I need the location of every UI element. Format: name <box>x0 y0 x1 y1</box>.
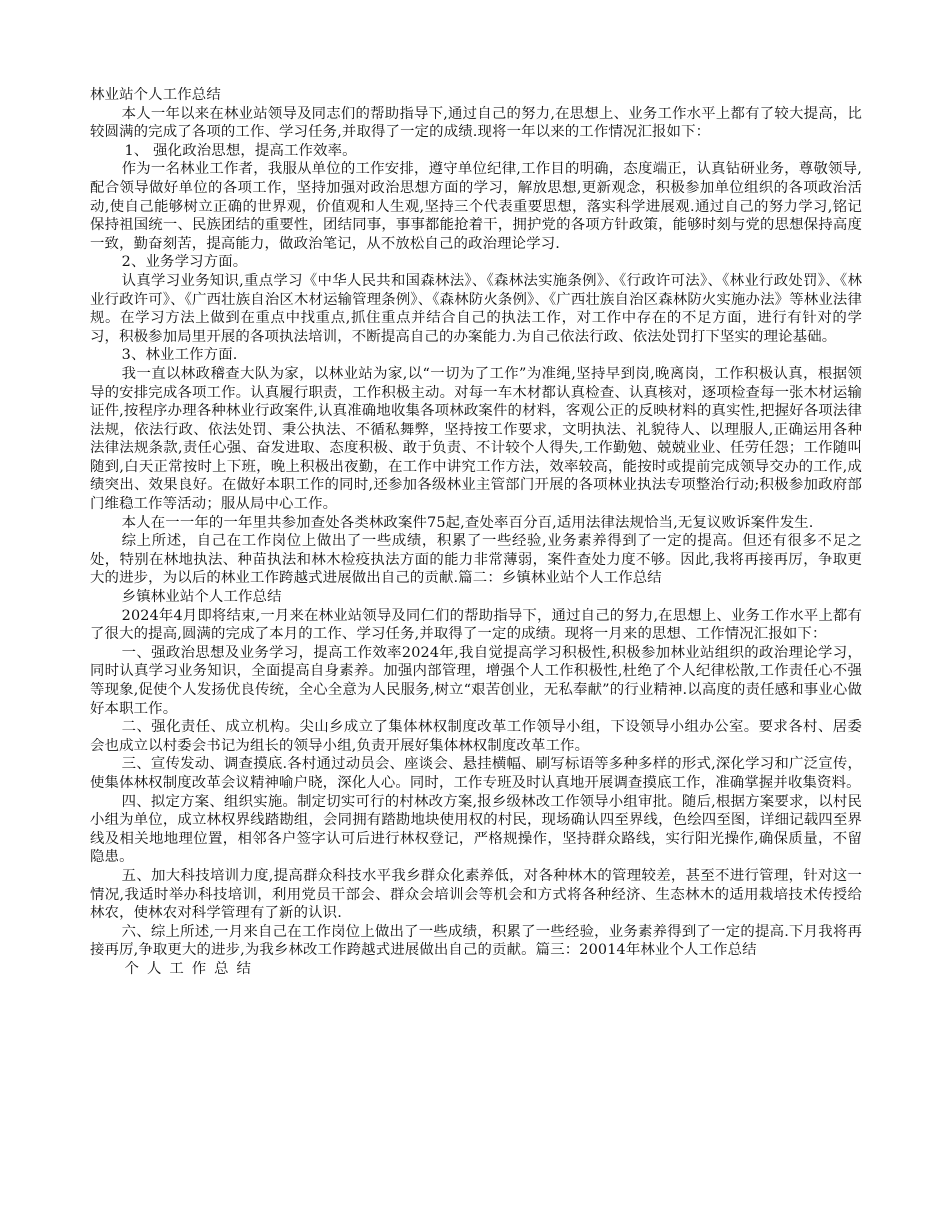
paragraph-item-1: 一、强政治思想及业务学习，提高工作效率2024年,我自觉提高学习积极性,积极参加林业站组织的政治理论学习，同时认真学习业务知识，全面提高自身素养。加强内部管理，增强个人工作积极性,杜绝了个人纪律松散,工作责任心不强等现象,促使个人发扬优良传统，全心全意为人民服务,树立“艰苦创业，无私奉献”的行业精神.以高度的责任感和事业心做好本职工作。 <box>90 644 862 717</box>
paragraph-item-4: 四、拟定方案、组织实施。制定切实可行的村林改方案,报乡级林改工作领导小组审批。随后,根据方案要求，以村民小组为单位，成立林权界线踏勘组，会同拥有踏勘地块使用权的村民，现场确认四至界线，色绘四至图，详细记载四至界线及相关地地理位置，相邻各户签字认可后进行林权登记，严格规操作，坚持群众路线，实行阳光操作,确保质量，不留隐患。 <box>90 793 862 866</box>
section-heading-3: 3、林业工作方面. <box>121 347 238 364</box>
doc-title-3: 个人工作总结 <box>124 960 259 977</box>
doc-title: 林业站个人工作总结 <box>90 87 221 103</box>
paragraph-politics: 作为一名林业工作者，我服从单位的工作安排，遵守单位纪律,工作目的明确，态度端正，认真钻研业务，尊敬领导,配合领导做好单位的各项工作，坚持加强对政治思想方面的学习，解放思想,更新观念，积极参加单位组织的各项政治活动,使自己能够树立正确的世界观，价值观和人生观,坚持三个代表重要思想，落实科学进展观.通过自己的努力学习,铭记保持祖国统一、民族团结的重要性，团结同事，事事都能抢着干，拥护党的各项方针政策，能够时刻与党的思想保持高度一致，勤奋刻苦，提高能力，做政治笔记，从不放松自己的政治理论学习. <box>90 161 862 252</box>
paragraph-item-5: 五、加大科技培训力度,提高群众科技水平我乡群众化素养低，对各种林木的管理较差，甚至不进行管理，针对这一情况,我适时举办科技培训，利用党员干部会、群众会培训会等机会和方式将各种经济、生态林木的适用栽培技术传授给林农，使林农对科学管理有了新的认识. <box>90 867 862 922</box>
paragraph-summary-1: 综上所述，自己在工作岗位上做出了一些成绩，积累了一些经验,业务素养得到了一定的提高。但还有很多不足之处，特别在林地执法、种苗执法和林木检疫执法方面的能力非常薄弱，案件查处力度不够。因此,我将再接再厉，争取更大的进步，为以后的林业工作跨越式进展做出自己的贡献.篇二：乡镇林业站个人工作总结 <box>90 533 862 587</box>
section-heading-2: 2、业务学习方面。 <box>121 254 248 271</box>
paragraph-item-3: 三、宣传发动、调查摸底.各村通过动员会、座谈会、悬挂横幅、刷写标语等多种多样的形式,深化学习和广泛宣传，使集体林权制度改革会议精神喻户晓，深化人心。同时，工作专班及时认真地开展调查摸底工作，准确掌握并收集资料。 <box>90 756 862 791</box>
paragraph-intro-2: 2024年4月即将结束,一月来在林业站领导及同仁们的帮助指导下，通过自己的努力,在思想上、业务工作水平上都有了很大的提高,圆满的完成了本月的工作、学习任务,并取得了一定的成绩。现将一月来的思想、工作情况汇报如下： <box>90 607 862 643</box>
section-heading-1: 1、 强化政治思想，提高工作效率。 <box>124 142 357 159</box>
paragraph-intro: 本人一年以来在林业站领导及同志们的帮助指导下,通过自己的努力,在思想上、业务工作水平上都有了较大提高，比较圆满的完成了各项的工作、学习任务,并取得了一定的成绩.现将一年以来的工作情况汇报如下： <box>90 105 862 141</box>
paragraph-work: 我一直以林政稽查大队为家，以林业站为家,以“一切为了工作”为准绳,坚持早到岗,晚离岗，工作积极认真，根据领导的安排完成各项工作。认真履行职责，工作积极主动。对每一车木材都认真检查、认真核对，逐项检查每一张木材运输证件,按程序办理各种林业行政案件,认真准确地收集各项林政案件的材料，客观公正的反映材料的真实性,把握好各项法律法规，依法行政、依法处罚、秉公执法、不循私舞弊，坚持按工作要求，文明执法、礼貌待人、以理服人,正确运用各种法律法规条款,责任心强、奋发进取、态度积极、敢于负责、不计较个人得失,工作勤勉、兢兢业业、任劳任怨；工作随叫随到,白天正常按时上下班，晚上积极出夜勤，在工作中讲究工作方法，效率较高，能按时或提前完成领导交办的工作,成绩突出、效果良好。在做好本职工作的同时,还参加各级林业主管部门开展的各项林业执法专项整治行动;积极参加政府部门维稳工作等活动；服从局中心工作。 <box>90 365 862 513</box>
paragraph-study: 认真学习业务知识,重点学习《中华人民共和国森林法》、《森林法实施条例》、《行政许可法》、《林业行政处罚》、《林业行政许可》、《广西壮族自治区木材运输管理条例》、《森林防火条例》、《广西壮族自治区森林防火实施办法》等林业法律规。在学习方法上做到在重点中找重点,抓住重点并结合自己的执法工作，对工作中存在的不足方面，进行有针对的学习，积极参加局里开展的各项执法培训，不断提高自己的办案能力.为自己依法行政、依法处罚打下坚实的理论基础。 <box>90 272 862 345</box>
paragraph-item-2: 二、强化责任、成立机构。尖山乡成立了集体林权制度改革工作领导小组，下设领导小组办公室。要求各村、居委会也成立以村委会书记为组长的领导小组,负责开展好集体林权制度改革工作。 <box>90 719 862 754</box>
doc-title-2: 乡镇林业站个人工作总结 <box>121 589 282 606</box>
paragraph-cases: 本人在一一年的一年里共参加查处各类林政案件75起,查处率百分百,适用法律法规恰当,无复议败诉案件发生. <box>121 514 814 531</box>
document-body <box>90 86 862 979</box>
paragraph-item-6: 六、综上所述,一月来自己在工作岗位上做出了一些成绩，积累了一些经验，业务素养得到了一定的提高.下月我将再接再厉,争取更大的进步,为我乡林改工作跨越式进展做出自己的贡献。篇三：20014年林业个人工作总结 <box>90 923 862 959</box>
